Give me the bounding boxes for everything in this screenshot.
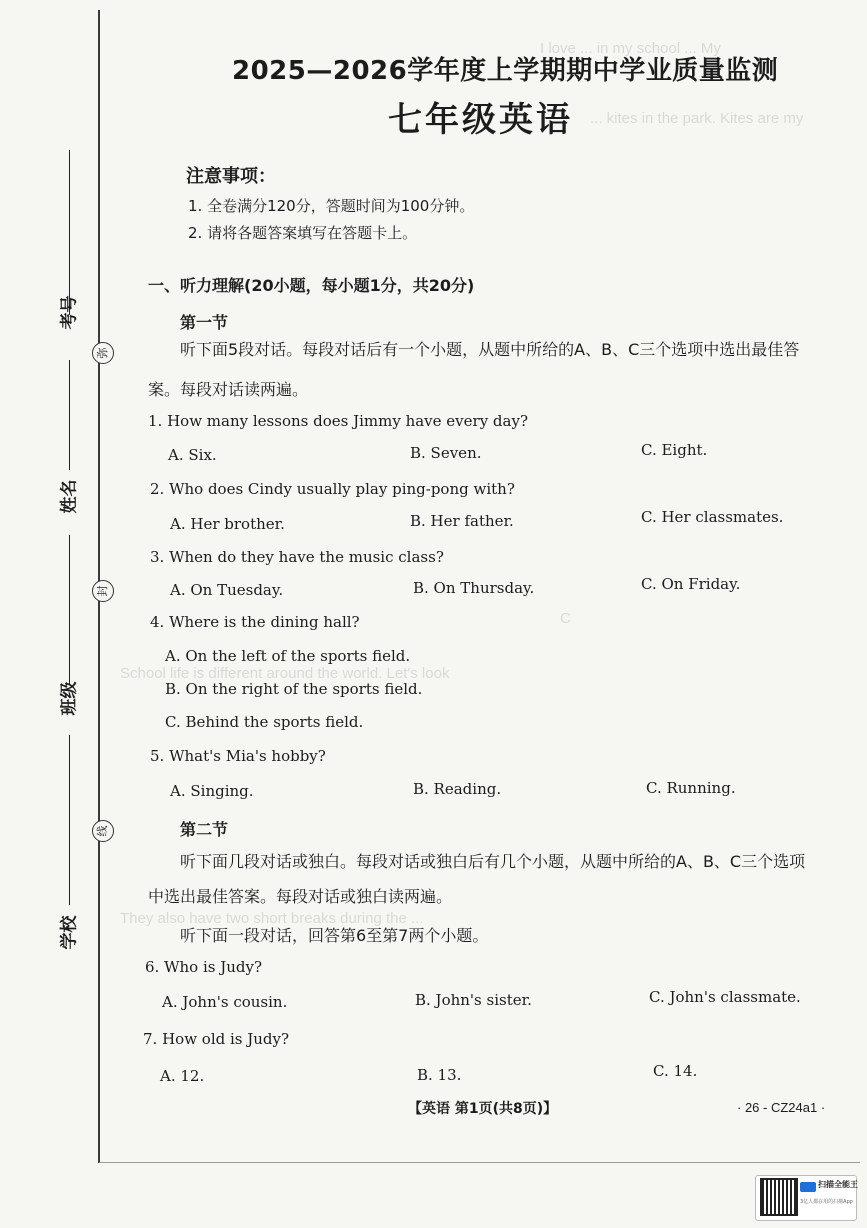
binding-line [69,360,70,470]
question-text: 6. Who is Judy? [145,958,263,976]
notice-item: 1. 全卷满分120分，答题时间为100分钟。 [188,197,475,215]
option-b: B. John's sister. [415,991,532,1009]
option-c: C. On Friday. [641,575,741,593]
seal-mark: 弥 [92,342,114,364]
sub-instruction: 听下面一段对话，回答第6至第7两个小题。 [180,926,489,945]
class-label: 班级 [59,681,80,716]
name-label: 姓名 [59,479,80,514]
page-footer: 【英语 第1页(共8页)】 [408,1101,558,1117]
bleed-through-text: I love ... in my school ... My [540,40,721,57]
section-heading: 一、听力理解(20小题，每小题1分，共20分) [148,276,475,295]
scanner-logo-icon [800,1182,816,1192]
option-c: C. Eight. [641,441,708,459]
school-label: 学校 [59,915,80,950]
option-a: A. Singing. [170,782,254,800]
binding-line [69,535,70,685]
notice-item: 2. 请将各题答案填写在答题卡上。 [188,224,418,242]
option-c: C. 14. [653,1062,698,1080]
option-a: A. On the left of the sports field. [165,647,411,665]
option-b: B. On Thursday. [413,579,535,597]
part-heading: 第一节 [180,313,229,332]
question-text: 2. Who does Cindy usually play ping-pong with? [150,480,515,498]
seal-mark: 线 [92,820,114,842]
question-text: 1. How many lessons does Jimmy have every day? [148,412,528,430]
option-a: A. John's cousin. [162,993,288,1011]
option-a: A. Six. [168,446,217,464]
part-instruction: 听下面5段对话。每段对话后有一个小题，从题中所给的A、B、C三个选项中选出最佳答 [180,340,800,359]
notice-heading: 注意事项： [186,166,276,187]
scanner-brand: 扫描全能王 [818,1180,858,1189]
exam-code: · 26 - CZ24a1 · [737,1100,826,1115]
bleed-through-text: School life is different around the world. Let's look [120,665,450,682]
exam-subject: 七年级英语 [388,100,573,140]
part-instruction: 案。每段对话读两遍。 [148,380,309,399]
part-heading: 第二节 [180,820,229,839]
option-c: C. Behind the sports field. [165,713,364,731]
option-b: B. Seven. [410,444,482,462]
binding-line [69,735,70,905]
option-c: C. Her classmates. [641,508,784,526]
bleed-through-text: ... kites in the park. Kites are my [590,110,804,127]
exam-title: 2025—2026学年度上学期期中学业质量监测 [232,56,779,86]
option-b: B. On the right of the sports field. [165,680,423,698]
exam-number-label: 考号 [59,295,80,330]
option-b: B. Reading. [413,780,502,798]
question-text: 5. What's Mia's hobby? [150,747,326,765]
option-c: C. Running. [646,779,736,797]
part-instruction: 中选出最佳答案。每段对话或独白读两遍。 [148,887,453,906]
option-a: A. On Tuesday. [170,581,284,599]
option-a: A. 12. [160,1067,205,1085]
scanner-tagline: 3亿人都在用的扫描App [800,1199,853,1205]
part-instruction: 听下面几段对话或独白。每段对话或独白后有几个小题，从题中所给的A、B、C三个选项 [180,852,806,871]
option-a: A. Her brother. [170,515,285,533]
question-text: 3. When do they have the music class? [150,548,444,566]
qr-code-icon [762,1180,796,1214]
question-text: 7. How old is Judy? [143,1030,290,1048]
scanner-watermark [755,1175,857,1221]
bleed-through-text: They also have two short breaks during the ... [120,910,424,927]
option-c: C. John's classmate. [649,988,801,1006]
seal-mark: 封 [92,580,114,602]
question-text: 4. Where is the dining hall? [150,613,360,631]
bleed-through-text: C [560,610,571,627]
option-b: B. 13. [417,1066,462,1084]
option-b: B. Her father. [410,512,514,530]
